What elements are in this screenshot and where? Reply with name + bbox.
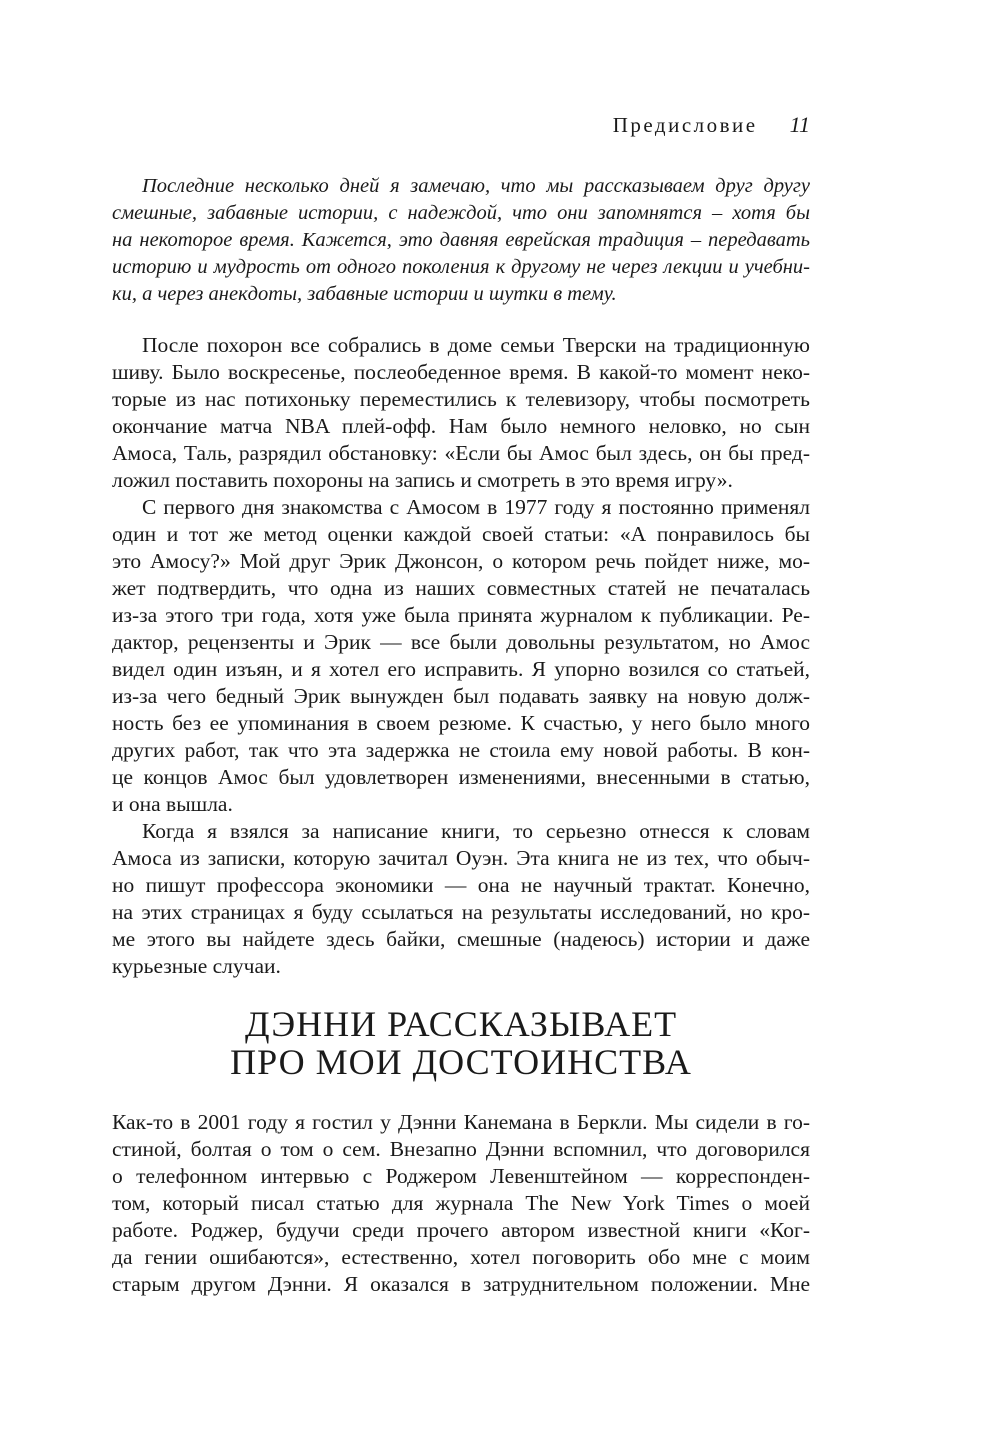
paragraph-line: других работ, так что эта задержка не стоила ему новой работы. В кон-: [112, 738, 810, 762]
paragraph-line: Амоса из записки, которую зачитал Оуэн. Эта книга не из тех, что обыч-: [112, 846, 810, 870]
quote-line: ки, а через анекдоты, забавные истории и шутки в тему.: [112, 283, 617, 305]
section-title: Предисловие: [612, 113, 758, 137]
quote-line: смешные, забавные истории, с надеждой, что они запомнятся – хотя бы: [112, 202, 810, 224]
paragraph-line: из-за этого три года, хотя уже была принята журналом к публикации. Ре-: [112, 603, 810, 627]
paragraph-line: Амоса, Таль, разрядил обстановку: «Если бы Амос был здесь, он бы пред-: [112, 441, 810, 465]
quote-line: на некоторое время. Кажется, это давняя еврейская традиция – передавать: [112, 229, 810, 251]
paragraph-line: о телефонном интервью с Роджером Левенштейном — корреспонден-: [112, 1164, 810, 1188]
paragraph-line: да гении ошибаются», естественно, хотел поговорить обо мне с моим: [112, 1245, 810, 1269]
paragraph-line: ность без ее упоминания в своем резюме. К счастью, у него было много: [112, 711, 810, 735]
paragraph-line: це концов Амос был удовлетворен изменениями, внесенными в статью,: [112, 765, 810, 789]
paragraph-line: и она вышла.: [112, 792, 233, 816]
paragraph-line: шиву. Было воскресенье, послеобеденное время. В какой-то момент неко-: [112, 360, 810, 384]
paragraph-line: но пишут профессора экономики — она не научный трактат. Конечно,: [112, 873, 810, 897]
section-heading-line: ПРО МОИ ДОСТОИНСТВА: [230, 1042, 692, 1082]
running-header: [400, 112, 810, 142]
paragraph-line: на этих страницах я буду ссылаться на результаты исследований, но кро-: [112, 900, 810, 924]
paragraph-line: из-за чего бедный Эрик вынужден был подавать заявку на новую долж-: [112, 684, 810, 708]
paragraph-line: жет подтвердить, что одна из наших совместных статей не печаталась: [112, 576, 810, 600]
quote-line: Последние несколько дней я замечаю, что мы рассказываем друг другу: [142, 175, 810, 197]
page-number: 11: [789, 112, 810, 137]
paragraph-line: работе. Роджер, будучи среди прочего автором известной книги «Ког-: [112, 1218, 810, 1242]
paragraph-line: торые из нас потихоньку переместились к телевизору, чтобы посмотреть: [112, 387, 810, 411]
paragraph-line: ме этого вы найдете здесь байки, смешные (надеюсь) истории и даже: [112, 927, 810, 951]
paragraph-line: старым другом Дэнни. Я оказался в затруднительном положении. Мне: [112, 1272, 810, 1296]
paragraph-line: После похорон все собрались в доме семьи Тверски на традиционную: [142, 333, 810, 357]
paragraph-line: том, который писал статью для журнала The New York Times о моей: [112, 1191, 810, 1215]
paragraph-line: окончание матча NBA плей-офф. Нам было немного неловко, но сын: [112, 414, 810, 438]
paragraph-line: стиной, болтая о том о сем. Внезапно Дэнни вспомнил, что договорился: [112, 1137, 810, 1161]
paragraph-line: видел один изъян, и я хотел его исправить. Я упорно возился со статьей,: [112, 657, 810, 681]
paragraph-line: один и тот же метод оценки каждой своей статьи: «А понравилось бы: [112, 522, 810, 546]
paragraph-line: Когда я взялся за написание книги, то серьезно отнесся к словам: [142, 819, 810, 843]
paragraph-line: Как-то в 2001 году я гостил у Дэнни Канемана в Беркли. Мы сидели в го-: [112, 1110, 810, 1134]
paragraph-line: курьезные случаи.: [112, 954, 281, 978]
paragraph-line: дактор, рецензенты и Эрик — все были довольны результатом, но Амос: [112, 630, 810, 654]
paragraph-line: ложил поставить похороны на запись и смотреть в это время игру».: [112, 468, 733, 492]
quote-line: историю и мудрость от одного поколения к другому не через лекции и учебни-: [112, 256, 810, 278]
paragraph-line: это Амосу?» Мой друг Эрик Джонсон, о котором речь пойдет ниже, мо-: [112, 549, 810, 573]
section-heading-line: ДЭННИ РАССКАЗЫВАЕТ: [244, 1004, 678, 1044]
paragraph-line: С первого дня знакомства с Амосом в 1977 году я постоянно применял: [142, 495, 810, 519]
